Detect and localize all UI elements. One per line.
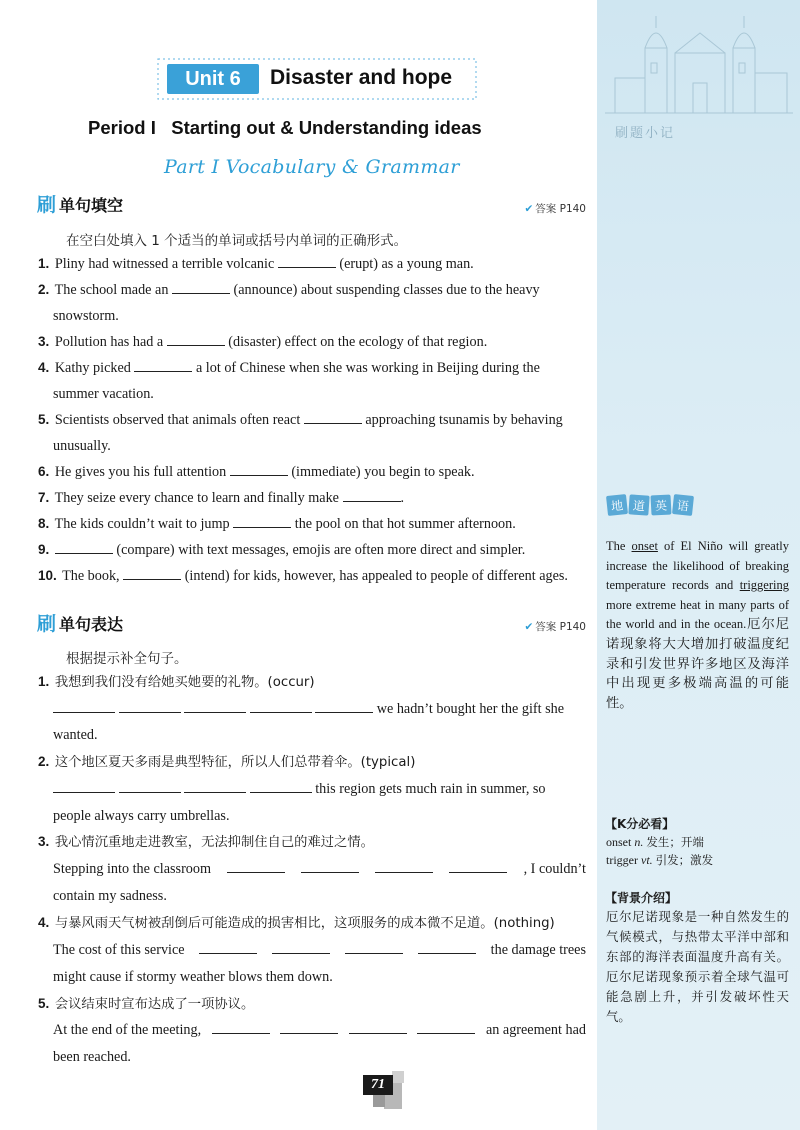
item-number: 9. xyxy=(38,542,50,557)
sidebar-english-sentence xyxy=(606,537,789,713)
question-item xyxy=(38,566,586,586)
item-text: an agreement had xyxy=(485,1022,586,1038)
key-vocab-heading: 【K分必看】 xyxy=(605,817,675,831)
item-chinese: 与暴风雨天气树被刮倒后可能造成的损害相比，这项服务的成本微不足道。(nothing) xyxy=(54,916,555,931)
item-text: (immediate) you begin to speak. xyxy=(291,464,475,480)
item-text: The cost of this service xyxy=(53,942,185,958)
cathedral-illustration-icon xyxy=(605,8,793,128)
question-item xyxy=(38,514,586,534)
note-title: 刷题小记 xyxy=(615,126,676,141)
answer-blank[interactable] xyxy=(280,1020,338,1034)
item-text: (intend) for kids, however, has appealed to people of different ages. xyxy=(184,568,568,584)
item-english xyxy=(53,699,601,719)
vocab-entry xyxy=(606,851,789,869)
item-text: (erupt) as a young man. xyxy=(339,256,474,272)
page-number-decoration xyxy=(373,1095,385,1107)
answer-blank[interactable] xyxy=(184,699,246,713)
answer-reference xyxy=(524,201,586,216)
item-chinese: 会议结束时宣布达成了一项协议。 xyxy=(54,997,255,1012)
badge-char: 道 xyxy=(628,494,649,515)
answer-blank[interactable] xyxy=(315,699,373,713)
vocab-entry xyxy=(606,833,789,851)
item-number: 1. xyxy=(38,256,50,271)
badge-char: 地 xyxy=(606,494,628,516)
item-continuation: unusually. xyxy=(53,438,111,454)
answer-blank[interactable] xyxy=(119,779,181,793)
answer-blank[interactable] xyxy=(250,779,312,793)
item-text: They seize every chance to learn and finally make xyxy=(54,490,339,506)
item-continuation: might cause if stormy weather blows them down. xyxy=(53,969,333,985)
brush-icon: 刷 xyxy=(37,194,57,216)
item-number: 1. xyxy=(38,674,50,689)
checkmark-icon: ✔ xyxy=(524,621,534,633)
item-continuation: been reached. xyxy=(53,1049,131,1065)
answer-blank[interactable] xyxy=(184,779,246,793)
answer-blank[interactable] xyxy=(375,859,433,873)
badge-char: 语 xyxy=(672,494,694,516)
answer-blank[interactable] xyxy=(227,859,285,873)
item-text: The school made an xyxy=(54,282,169,298)
answer-blank[interactable] xyxy=(53,699,115,713)
answer-blank[interactable] xyxy=(417,1020,475,1034)
underlined-word: triggering xyxy=(739,578,789,593)
vocab-meaning: 发生；开端 xyxy=(646,835,704,849)
part-title: Part I Vocabulary & Grammar xyxy=(164,156,460,178)
answer-page: 答案 P140 xyxy=(535,621,586,633)
item-chinese: 我心情沉重地走进教室，无法抑制住自己的难过之情。 xyxy=(54,835,374,850)
sidebar xyxy=(597,0,800,1130)
question-item xyxy=(38,410,586,430)
section-title: 单句填空 xyxy=(59,196,124,215)
item-english xyxy=(53,940,586,960)
checkmark-icon: ✔ xyxy=(524,203,534,215)
question-item xyxy=(38,280,586,300)
unit-title: Disaster and hope xyxy=(270,66,453,89)
answer-blank[interactable] xyxy=(199,940,257,954)
answer-blank[interactable] xyxy=(172,280,230,294)
item-text: Pliny had witnessed a terrible volcanic xyxy=(54,256,275,272)
page-number: 71 xyxy=(363,1075,393,1095)
answer-blank[interactable] xyxy=(278,254,336,268)
item-continuation: summer vacation. xyxy=(53,386,154,402)
item-text: (compare) with text messages, emojis are often more direct and simpler. xyxy=(116,542,526,558)
vocab-pos: vt. xyxy=(641,853,653,867)
item-continuation: snowstorm. xyxy=(53,308,119,324)
page-number-decoration xyxy=(392,1071,404,1083)
item-chinese: 这个地区夏天多雨是典型特征，所以人们总带着伞。(typical) xyxy=(54,755,416,770)
unit-label: Unit 6 xyxy=(167,64,259,94)
item-text: the damage trees xyxy=(490,942,586,958)
period-title: Period I Starting out & Understanding ideas xyxy=(88,117,482,138)
item-text: approaching tsunamis by behaving xyxy=(365,412,563,428)
question-item xyxy=(38,540,586,560)
question-item xyxy=(38,254,586,274)
item-text: The kids couldn’t wait to jump xyxy=(54,516,230,532)
question-item xyxy=(38,994,586,1015)
answer-blank[interactable] xyxy=(301,859,359,873)
item-continuation: wanted. xyxy=(53,727,98,743)
question-item xyxy=(38,462,586,482)
item-text: Stepping into the classroom xyxy=(53,861,212,877)
item-number: 3. xyxy=(38,334,50,349)
item-number: 4. xyxy=(38,915,50,930)
background-heading: 【背景介绍】 xyxy=(605,891,678,905)
question-item xyxy=(38,358,586,378)
answer-blank[interactable] xyxy=(233,514,291,528)
item-number: 5. xyxy=(38,412,50,427)
instruction: 根据提示补全句子。 xyxy=(66,651,188,667)
item-text: The book, xyxy=(62,568,120,584)
answer-blank[interactable] xyxy=(304,410,362,424)
item-text: , I couldn’t xyxy=(523,861,586,877)
item-text: . xyxy=(400,490,405,506)
item-english xyxy=(53,859,586,879)
item-number: 2. xyxy=(38,282,50,297)
item-number: 5. xyxy=(38,996,50,1011)
section-heading xyxy=(37,609,123,636)
underlined-word: onset xyxy=(631,539,658,553)
item-english xyxy=(53,779,601,799)
item-continuation: contain my sadness. xyxy=(53,888,167,904)
answer-blank[interactable] xyxy=(123,566,181,580)
item-text: (disaster) effect on the ecology of that region. xyxy=(228,334,488,350)
vocab-pos: n. xyxy=(634,835,644,849)
vocab-word: trigger xyxy=(606,853,638,867)
answer-blank[interactable] xyxy=(449,859,507,873)
item-continuation: people always carry umbrellas. xyxy=(53,808,230,824)
item-text: Scientists observed that animals often react xyxy=(54,412,301,428)
vocab-meaning: 引发；激发 xyxy=(655,853,714,867)
item-number: 2. xyxy=(38,754,50,769)
item-text: the pool on that hot summer afternoon. xyxy=(294,516,516,532)
item-english xyxy=(53,1020,586,1040)
answer-blank[interactable] xyxy=(134,358,192,372)
item-number: 6. xyxy=(38,464,50,479)
en-text: of El Niño will greatly increase the likelihood of breaking temperature records and xyxy=(606,539,790,593)
answer-reference xyxy=(524,619,586,634)
answer-page: 答案 P140 xyxy=(535,203,586,215)
answer-blank[interactable] xyxy=(343,488,401,502)
en-text: The xyxy=(606,539,632,553)
question-item xyxy=(38,913,586,934)
answer-blank[interactable] xyxy=(53,779,115,793)
item-text: this region gets much rain in summer, so xyxy=(315,781,546,797)
answer-blank[interactable] xyxy=(212,1020,270,1034)
section-heading xyxy=(37,190,123,217)
item-text: Kathy picked xyxy=(54,360,131,376)
item-text: He gives you his full attention xyxy=(54,464,227,480)
answer-blank[interactable] xyxy=(272,940,330,954)
vocab-word: onset xyxy=(606,835,632,849)
item-number: 7. xyxy=(38,490,50,505)
item-number: 10. xyxy=(38,568,57,583)
item-text: Pollution has had a xyxy=(54,334,164,350)
section-title: 单句表达 xyxy=(59,615,124,634)
answer-blank[interactable] xyxy=(250,699,312,713)
instruction: 在空白处填入 1 个适当的单词或括号内单词的正确形式。 xyxy=(66,233,408,249)
item-chinese: 我想到我们没有给她买她要的礼物。(occur) xyxy=(54,675,315,690)
question-item xyxy=(38,832,586,853)
authentic-english-badges xyxy=(607,495,693,515)
question-item xyxy=(38,488,586,508)
item-text: a lot of Chinese when she was working in Beijing during the xyxy=(195,360,540,376)
answer-blank[interactable] xyxy=(230,462,288,476)
item-number: 8. xyxy=(38,516,50,531)
item-text: we hadn’t bought her the gift she xyxy=(376,701,565,717)
item-text: (announce) about suspending classes due to the heavy xyxy=(233,282,540,298)
badge-char: 英 xyxy=(650,494,671,515)
answer-blank[interactable] xyxy=(119,699,181,713)
sidebar-chinese-translation: 厄尔尼诺现象将大大增加打破温度纪录和引发世界许多地区及海洋中出现更多极端高温的可能性。 xyxy=(606,617,790,711)
brush-icon: 刷 xyxy=(37,613,57,635)
question-item xyxy=(38,332,586,352)
answer-blank[interactable] xyxy=(55,540,113,554)
answer-blank[interactable] xyxy=(345,940,403,954)
answer-blank[interactable] xyxy=(418,940,476,954)
item-number: 4. xyxy=(38,360,50,375)
answer-blank[interactable] xyxy=(349,1020,407,1034)
background-text: 厄尔尼诺现象是一种自然发生的气候模式，与热带太平洋中部和东部的海洋表面温度升高有关。厄尔尼诺现象预示着全球气温可能急剧上升，并引发破坏性天气。 xyxy=(606,909,789,1024)
item-text: At the end of the meeting, xyxy=(53,1022,202,1038)
question-item xyxy=(38,752,586,773)
question-item xyxy=(38,672,586,693)
item-number: 3. xyxy=(38,834,50,849)
en-text: more extreme heat in many parts of the world and in the ocean. xyxy=(606,597,789,632)
answer-blank[interactable] xyxy=(167,332,225,346)
